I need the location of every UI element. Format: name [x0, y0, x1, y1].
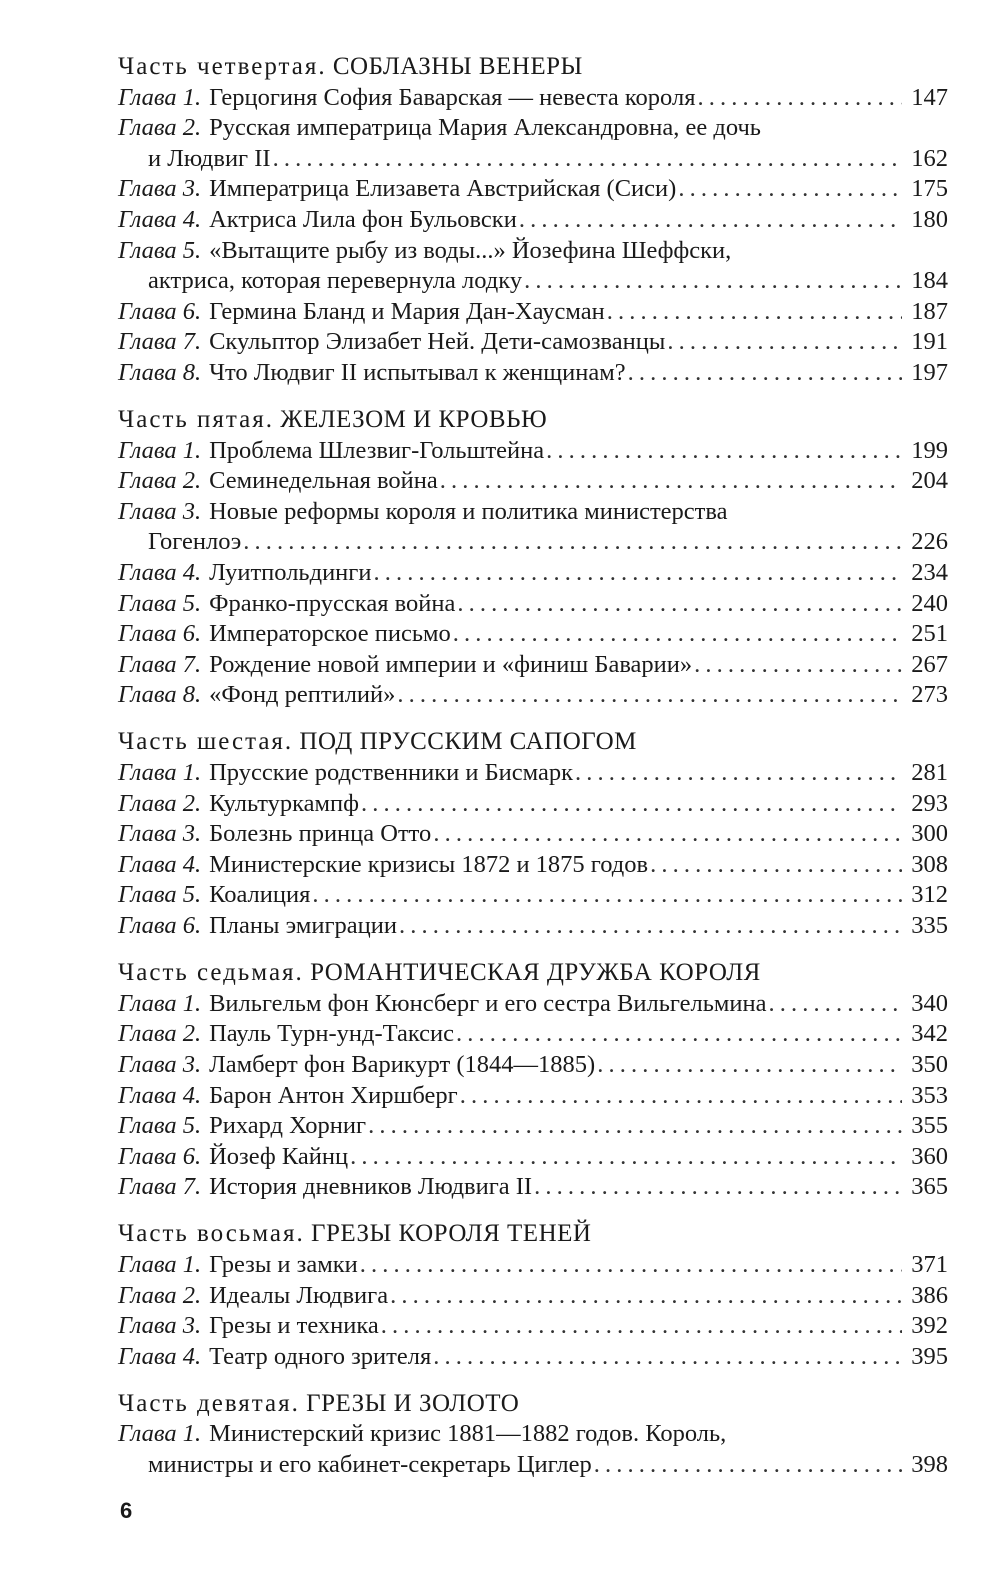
chapter-line	[118, 680, 948, 711]
chapter-title: Культуркампф	[209, 789, 360, 817]
chapter-line	[118, 205, 948, 236]
dot-leader	[594, 1450, 902, 1481]
chapter-line	[118, 266, 948, 297]
part-label: Часть четвертая.	[118, 53, 327, 80]
part-heading	[118, 1219, 948, 1250]
chapter-title: актриса, которая перевернула лодку	[148, 267, 523, 295]
chapter-entry	[118, 466, 948, 497]
chapter-line	[118, 144, 948, 175]
dot-leader	[312, 880, 902, 911]
chapter-title: Грезы и замки	[209, 1250, 358, 1278]
chapter-label: Глава 1.	[118, 436, 202, 464]
chapter-label: Глава 6.	[118, 297, 202, 325]
chapter-label: Глава 3.	[118, 1312, 202, 1340]
dot-leader	[368, 1111, 902, 1142]
chapter-title: Грезы и техника	[209, 1312, 379, 1340]
chapter-label: Глава 5.	[118, 236, 202, 264]
chapter-page: 342	[911, 1020, 948, 1048]
chapter-page: 162	[911, 144, 948, 172]
part-heading	[118, 405, 948, 436]
chapter-label: Глава 3.	[118, 497, 202, 525]
chapter-title: «Фонд рептилий»	[209, 681, 396, 709]
chapter-label: Глава 8.	[118, 358, 202, 386]
chapter-label: Глава 5.	[118, 589, 202, 617]
chapter-title: Что Людвиг II испытывал к женщинам?	[209, 358, 626, 386]
chapter-line	[118, 113, 948, 144]
chapter-entry	[118, 558, 948, 589]
chapter-line	[118, 1311, 948, 1342]
dot-leader	[607, 297, 902, 328]
chapter-label: Глава 7.	[118, 328, 202, 356]
dot-leader	[399, 911, 902, 942]
chapter-line	[118, 850, 948, 881]
chapter-line	[118, 1250, 948, 1281]
part-heading	[118, 958, 948, 989]
chapter-entry	[118, 1281, 948, 1312]
chapter-line	[118, 1081, 948, 1112]
dot-leader	[397, 680, 902, 711]
chapter-title: Министерские кризисы 1872 и 1875 годов	[209, 850, 649, 878]
chapter-entry	[118, 297, 948, 328]
part-title: СОБЛАЗНЫ ВЕНЕРЫ	[332, 53, 583, 80]
chapter-line	[118, 327, 948, 358]
chapter-entry	[118, 819, 948, 850]
chapter-title: «Вытащите рыбу из воды...» Йозефина Шеффски,	[209, 236, 732, 264]
chapter-page: 335	[911, 912, 948, 940]
chapter-label: Глава 3.	[118, 1050, 202, 1078]
chapter-label: Глава 5.	[118, 1112, 202, 1140]
chapter-line	[118, 911, 948, 942]
dot-leader	[575, 758, 902, 789]
chapter-title: Новые реформы короля и политика министерства	[209, 497, 728, 525]
chapter-label: Глава 7.	[118, 1173, 202, 1201]
chapter-entry	[118, 1342, 948, 1373]
chapter-label: Глава 4.	[118, 1081, 202, 1109]
part-label: Часть шестая.	[118, 728, 294, 756]
chapter-title: министры и его кабинет-секретарь Циглер	[148, 1451, 592, 1479]
dot-leader	[440, 466, 902, 497]
part-title: ЖЕЛЕЗОМ И КРОВЬЮ	[280, 406, 548, 434]
chapter-line	[118, 497, 948, 528]
chapter-line	[118, 1019, 948, 1050]
chapter-line	[118, 436, 948, 467]
table-of-contents	[118, 52, 948, 1481]
dot-leader	[390, 1281, 902, 1312]
chapter-entry	[118, 589, 948, 620]
chapter-entry	[118, 1081, 948, 1112]
chapter-entry	[118, 1019, 948, 1050]
dot-leader	[650, 850, 902, 881]
chapter-title: Прусские родственники и Бисмарк	[209, 759, 573, 787]
dot-leader	[667, 327, 902, 358]
chapter-entry	[118, 113, 948, 174]
dot-leader	[534, 1172, 902, 1203]
part-heading	[118, 727, 948, 758]
page-number: 6	[120, 1498, 133, 1523]
chapter-line	[118, 1342, 948, 1373]
chapter-entry	[118, 989, 948, 1020]
chapter-page: 386	[911, 1281, 948, 1309]
chapter-label: Глава 4.	[118, 1342, 202, 1370]
dot-leader	[433, 819, 902, 850]
chapter-label: Глава 2.	[118, 1020, 202, 1048]
chapter-title: Рихард Хорниг	[209, 1112, 367, 1140]
chapter-label: Глава 1.	[118, 1420, 202, 1448]
chapter-page: 267	[911, 650, 948, 678]
dot-leader	[361, 789, 902, 820]
chapter-title: Гермина Бланд и Мария Дан-Хаусман	[209, 297, 605, 325]
dot-leader	[373, 558, 902, 589]
chapter-entry	[118, 789, 948, 820]
chapter-title: Императрица Елизавета Австрийская (Сиси)	[209, 175, 677, 203]
chapter-label: Глава 1.	[118, 83, 202, 111]
chapter-page: 180	[911, 205, 948, 233]
part-label: Часть восьмая.	[118, 1220, 305, 1248]
chapter-line	[118, 589, 948, 620]
chapter-line	[118, 1172, 948, 1203]
chapter-title: Барон Антон Хиршберг	[209, 1081, 458, 1109]
chapter-title: Йозеф Кайнц	[209, 1142, 349, 1170]
chapter-entry	[118, 205, 948, 236]
chapter-entry	[118, 1111, 948, 1142]
chapter-page: 312	[911, 881, 948, 909]
dot-leader	[381, 1311, 902, 1342]
chapter-entry	[118, 911, 948, 942]
chapter-entry	[118, 436, 948, 467]
chapter-label: Глава 7.	[118, 650, 202, 678]
chapter-title: История дневников Людвига II	[209, 1173, 533, 1201]
chapter-label: Глава 2.	[118, 1281, 202, 1309]
dot-leader	[456, 1019, 902, 1050]
chapter-title: Скульптор Элизабет Ней. Дети-самозванцы	[209, 328, 666, 356]
chapter-page: 226	[911, 528, 948, 556]
chapter-entry	[118, 1311, 948, 1342]
chapter-entry	[118, 1050, 948, 1081]
chapter-line	[118, 1450, 948, 1481]
chapter-page: 398	[911, 1451, 948, 1479]
chapter-page: 234	[911, 559, 948, 586]
chapter-entry	[118, 650, 948, 681]
chapter-title: Ламберт фон Варикурт (1844—1885)	[209, 1050, 596, 1078]
chapter-line	[118, 789, 948, 820]
dot-leader	[628, 358, 902, 389]
chapter-label: Глава 2.	[118, 789, 202, 817]
chapter-entry	[118, 619, 948, 650]
chapter-line	[118, 297, 948, 328]
chapter-page: 308	[911, 850, 948, 878]
chapter-page: 395	[911, 1342, 948, 1370]
chapter-label: Глава 6.	[118, 620, 202, 648]
chapter-entry	[118, 1142, 948, 1173]
chapter-label: Глава 4.	[118, 559, 202, 586]
part-title: ГРЕЗЫ КОРОЛЯ ТЕНЕЙ	[311, 1220, 592, 1248]
chapter-label: Глава 6.	[118, 912, 202, 940]
chapter-line	[118, 989, 948, 1020]
chapter-title: Вильгельм фон Кюнсберг и его сестра Вильгельмина	[209, 989, 767, 1017]
chapter-title: Гогенлоэ	[148, 528, 242, 556]
chapter-label: Глава 1.	[118, 1250, 202, 1278]
chapter-title: Коалиция	[209, 881, 311, 909]
part-heading	[118, 1389, 948, 1420]
part-title: ГРЕЗЫ И ЗОЛОТО	[306, 1389, 520, 1417]
chapter-label: Глава 2.	[118, 467, 202, 495]
dot-leader	[453, 619, 902, 650]
chapter-line	[118, 1142, 948, 1173]
chapter-page: 300	[911, 820, 948, 848]
chapter-page: 365	[911, 1173, 948, 1201]
chapter-title: Болезнь принца Отто	[209, 820, 432, 848]
chapter-line	[118, 1281, 948, 1312]
dot-leader	[519, 205, 902, 236]
dot-leader	[546, 436, 902, 467]
chapter-line	[118, 619, 948, 650]
chapter-entry	[118, 1419, 948, 1480]
chapter-entry	[118, 358, 948, 389]
chapter-title: Планы эмиграции	[209, 912, 398, 940]
chapter-title: Идеалы Людвига	[209, 1281, 389, 1309]
chapter-page: 350	[911, 1050, 948, 1078]
chapter-line	[118, 174, 948, 205]
chapter-title: Луитпольдинги	[209, 559, 372, 586]
chapter-page: 204	[911, 467, 948, 495]
chapter-entry	[118, 174, 948, 205]
chapter-line	[118, 650, 948, 681]
chapter-page: 240	[911, 589, 948, 617]
chapter-page: 355	[911, 1112, 948, 1140]
dot-leader	[350, 1142, 902, 1173]
part-title: ПОД ПРУССКИМ САПОГОМ	[299, 728, 637, 756]
chapter-entry	[118, 497, 948, 558]
chapter-label: Глава 5.	[118, 881, 202, 909]
part-title: РОМАНТИЧЕСКАЯ ДРУЖБА КОРОЛЯ	[310, 959, 761, 987]
chapter-page: 392	[911, 1312, 948, 1340]
chapter-title: Рождение новой империи и «финиш Баварии»	[209, 650, 693, 678]
dot-leader	[460, 1081, 902, 1112]
chapter-line	[118, 466, 948, 497]
chapter-page: 175	[911, 175, 948, 203]
chapter-entry	[118, 680, 948, 711]
chapter-entry	[118, 236, 948, 297]
chapter-label: Глава 4.	[118, 850, 202, 878]
chapter-label: Глава 8.	[118, 681, 202, 709]
chapter-title: Театр одного зрителя	[209, 1342, 432, 1370]
dot-leader	[360, 1250, 902, 1281]
chapter-page: 371	[911, 1250, 948, 1278]
dot-leader	[433, 1342, 902, 1373]
part-label: Часть пятая.	[118, 406, 274, 434]
chapter-title: Актриса Лила фон Бульовски	[209, 205, 517, 233]
dot-leader	[697, 83, 902, 114]
chapter-line	[118, 358, 948, 389]
chapter-label: Глава 2.	[118, 114, 202, 142]
chapter-line	[118, 1419, 948, 1450]
chapter-page: 187	[911, 297, 948, 325]
chapter-page: 273	[911, 681, 948, 709]
chapter-entry	[118, 83, 948, 114]
chapter-entry	[118, 850, 948, 881]
chapter-line	[118, 83, 948, 114]
chapter-label: Глава 3.	[118, 175, 202, 203]
chapter-label: Глава 6.	[118, 1142, 202, 1170]
chapter-label: Глава 1.	[118, 989, 202, 1017]
part-heading	[118, 52, 948, 83]
chapter-line	[118, 758, 948, 789]
dot-leader	[524, 266, 902, 297]
dot-leader	[694, 650, 902, 681]
chapter-title: Министерский кризис 1881—1882 годов. Король,	[209, 1420, 727, 1448]
dot-leader	[678, 174, 902, 205]
chapter-page: 360	[911, 1142, 948, 1170]
chapter-page: 353	[911, 1081, 948, 1109]
chapter-entry	[118, 327, 948, 358]
chapter-label: Глава 3.	[118, 820, 202, 848]
dot-leader	[243, 527, 902, 558]
chapter-page: 197	[911, 358, 948, 386]
chapter-entry	[118, 1172, 948, 1203]
chapter-title: и Людвиг II	[148, 144, 271, 172]
chapter-page: 199	[911, 436, 948, 464]
chapter-label: Глава 1.	[118, 759, 202, 787]
chapter-line	[118, 1111, 948, 1142]
chapter-entry	[118, 880, 948, 911]
chapter-entry	[118, 758, 948, 789]
part-label: Часть седьмая.	[118, 959, 304, 987]
chapter-page: 147	[911, 83, 948, 111]
chapter-title: Пауль Турн-унд-Таксис	[209, 1020, 454, 1048]
chapter-line	[118, 880, 948, 911]
chapter-page: 281	[911, 759, 948, 787]
chapter-line	[118, 819, 948, 850]
chapter-title: Императорское письмо	[209, 620, 451, 648]
chapter-title: Семинедельная война	[209, 467, 438, 495]
chapter-title: Франко-прусская война	[209, 589, 456, 617]
dot-leader	[457, 589, 902, 620]
chapter-page: 191	[911, 328, 948, 356]
part-label: Часть девятая.	[118, 1389, 300, 1417]
chapter-line	[118, 527, 948, 558]
dot-leader	[768, 989, 902, 1020]
chapter-title: Герцогиня София Баварская — невеста короля	[209, 83, 696, 111]
chapter-entry	[118, 1250, 948, 1281]
dot-leader	[597, 1050, 902, 1081]
chapter-title: Проблема Шлезвиг-Гольштейна	[209, 436, 545, 464]
chapter-page: 251	[911, 620, 948, 648]
chapter-page: 340	[911, 989, 948, 1017]
chapter-page: 184	[911, 267, 948, 295]
chapter-title: Русская императрица Мария Александровна, ее дочь	[209, 114, 761, 142]
chapter-line	[118, 236, 948, 267]
chapter-label: Глава 4.	[118, 205, 202, 233]
chapter-line	[118, 1050, 948, 1081]
chapter-page: 293	[911, 789, 948, 817]
dot-leader	[273, 144, 902, 175]
chapter-line	[118, 558, 948, 589]
